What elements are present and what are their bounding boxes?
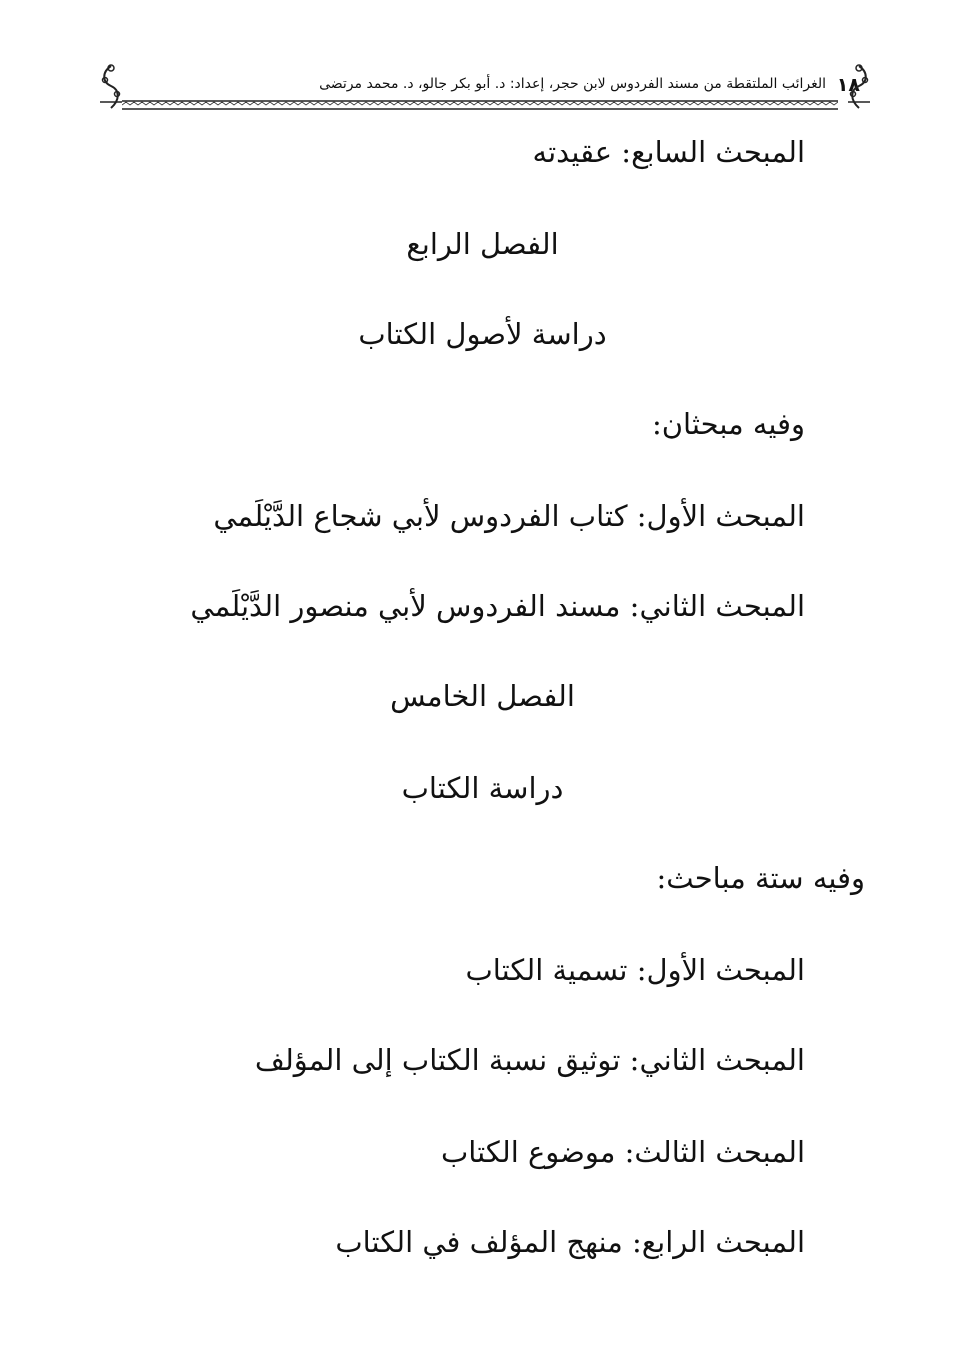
chapter-five-section-one: المبحث الأول: تسمية الكتاب: [465, 953, 805, 987]
header-border-rule: [122, 100, 838, 110]
chapter-four-section-two: المبحث الثاني: مسند الفردوس لأبي منصور الدَّيْلَمي: [190, 589, 805, 623]
chapter-five-title: الفصل الخامس: [390, 679, 575, 713]
chapter-five-section-four: المبحث الرابع: منهج المؤلف في الكتاب: [335, 1225, 805, 1259]
page-header: [96, 62, 866, 124]
running-title: الغرائب الملتقطة من مسند الفردوس لابن حجر، إعداد: د. أبو بكر جالو، د. محمد مرتضى: [319, 76, 826, 92]
chapter-four-subtitle: دراسة لأصول الكتاب: [358, 317, 607, 351]
chapter-five-intro: وفيه ستة مباحث:: [656, 861, 865, 895]
section-seven-heading: المبحث السابع: عقيدته: [532, 135, 805, 169]
chapter-five-section-three: المبحث الثالث: موضوع الكتاب: [440, 1135, 805, 1169]
chapter-four-section-one: المبحث الأول: كتاب الفردوس لأبي شجاع الدَّيْلَمي: [213, 499, 805, 533]
chapter-five-section-two: المبحث الثاني: توثيق نسبة الكتاب إلى المؤلف: [254, 1043, 805, 1077]
ornament-right-icon: [844, 62, 874, 112]
chapter-four-intro: وفيه مبحثان:: [651, 407, 805, 441]
page-number: ١٨: [836, 74, 860, 96]
chapter-four-title: الفصل الرابع: [406, 227, 559, 261]
chapter-five-subtitle: دراسة الكتاب: [401, 771, 564, 805]
